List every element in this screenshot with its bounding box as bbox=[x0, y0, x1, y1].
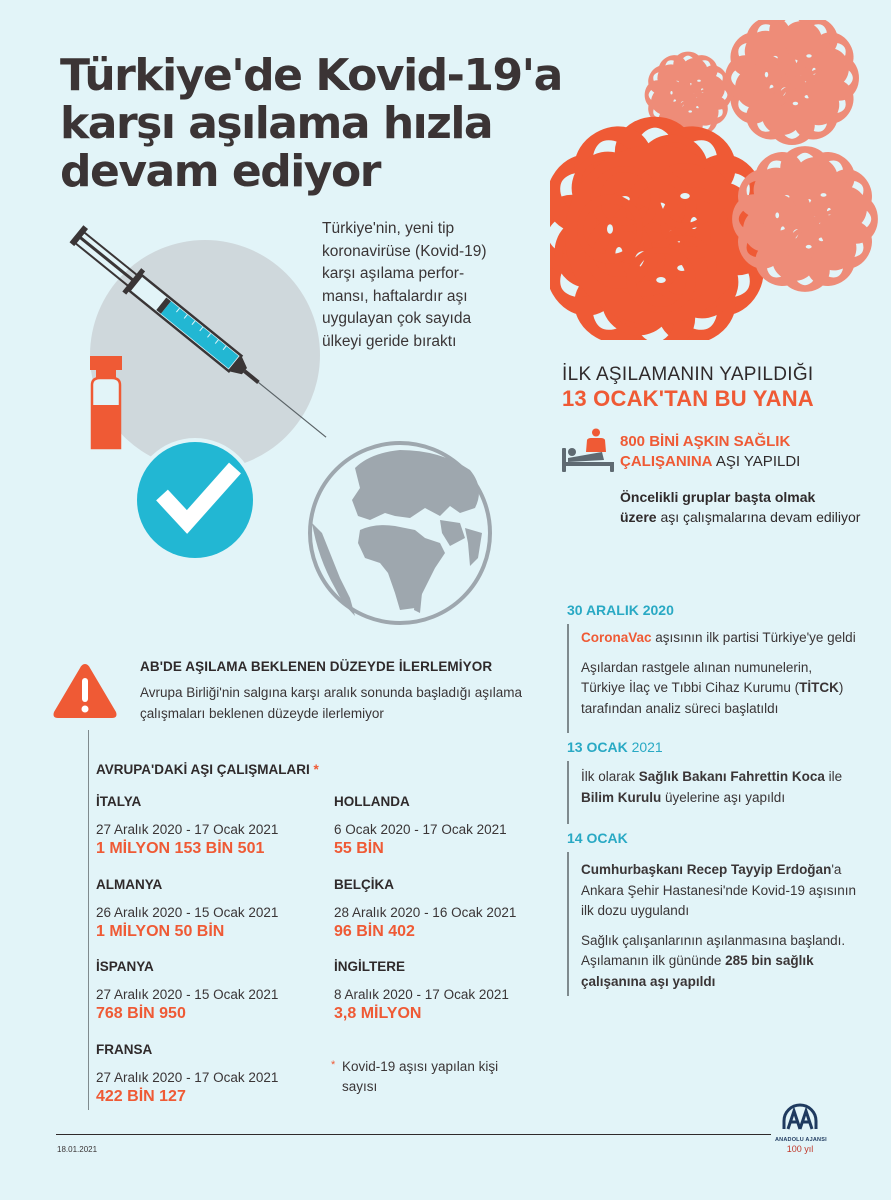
footnote-text: Kovid-19 aşısı yapılan kişi sayısı bbox=[342, 1059, 499, 1094]
timeline-text: Sağlık çalışanlarının aşılanmasına başlandı. Aşılamanın ilk gününde bbox=[581, 932, 846, 968]
checkmark-icon bbox=[133, 438, 257, 562]
globe-icon bbox=[300, 438, 500, 628]
country-value: 768 BİN 950 bbox=[96, 1005, 186, 1022]
timeline-date bbox=[567, 602, 857, 618]
priority-bold-1: Öncelikli gruplar başta olmak bbox=[620, 489, 816, 505]
country-italy bbox=[96, 794, 336, 859]
page-title bbox=[60, 52, 620, 196]
timeline-bold: 285 bin sağlık çalışanına aşı yapıldı bbox=[581, 953, 814, 989]
eu-heading: AB'DE AŞILAMA BEKLENEN DÜZEYDE İLERLEMİYOR bbox=[140, 659, 493, 674]
first-vaccination-date: 13 OCAK'TAN BU YANA bbox=[562, 386, 814, 411]
country-dates: 27 Aralık 2020 - 17 Ocak 2021 bbox=[96, 1070, 279, 1085]
intro-line: ülkeyi geride bıraktı bbox=[322, 332, 457, 350]
country-netherlands bbox=[334, 794, 574, 859]
timeline-text: aşısının ilk partisi Türkiye'ye geldi bbox=[651, 630, 856, 645]
country-name: İSPANYA bbox=[96, 959, 154, 974]
timeline-text: ) tarafından analiz süreci başlatıldı bbox=[581, 680, 844, 716]
virus-large-icon bbox=[567, 147, 743, 323]
country-value: 1 MİLYON 153 BİN 501 bbox=[96, 840, 265, 857]
timeline-body bbox=[567, 761, 857, 824]
country-uk bbox=[334, 959, 574, 1024]
country-value: 3,8 MİLYON bbox=[334, 1005, 422, 1022]
healthcare-workers-text bbox=[620, 432, 860, 472]
timeline-bold: Bilim Kurulu bbox=[581, 789, 662, 805]
country-dates: 28 Aralık 2020 - 16 Ocak 2021 bbox=[334, 905, 517, 920]
virus-medium-icon-2 bbox=[751, 165, 860, 274]
eu-description: Avrupa Birliği'nin salgına karşı aralık sonunda başladığı aşılama çalışmaları beklenen düzeyde ilerlemiyor bbox=[140, 685, 523, 721]
warning-icon bbox=[50, 660, 120, 722]
timeline-date-light: 2021 bbox=[627, 739, 663, 755]
title-line-3: devam ediyor bbox=[60, 146, 380, 197]
timeline-date-bold: 14 OCAK bbox=[567, 830, 628, 846]
country-name: FRANSA bbox=[96, 1042, 153, 1057]
timeline-entry-2 bbox=[567, 739, 857, 824]
brand-name: ANADOLU AJANSI bbox=[775, 1137, 827, 1143]
country-value: 96 BİN 402 bbox=[334, 923, 415, 940]
priority-bold-2: üzere bbox=[620, 509, 657, 525]
timeline bbox=[567, 602, 857, 996]
timeline-paragraph bbox=[581, 767, 857, 808]
timeline-date bbox=[567, 830, 857, 846]
priority-rest: aşı çalışmalarına devam ediliyor bbox=[656, 509, 861, 525]
country-name: İNGİLTERE bbox=[334, 959, 406, 974]
country-dates: 27 Aralık 2020 - 17 Ocak 2021 bbox=[96, 822, 279, 837]
timeline-date-bold: 13 OCAK bbox=[567, 739, 628, 755]
timeline-date bbox=[567, 739, 857, 755]
coronavac-highlight: CoronaVac bbox=[581, 630, 652, 645]
country-belgium bbox=[334, 877, 574, 942]
country-france bbox=[96, 1042, 336, 1107]
intro-line: karşı aşılama perfor- bbox=[322, 265, 465, 282]
timeline-body bbox=[567, 624, 857, 733]
timeline-date-bold: 30 ARALIK 2020 bbox=[567, 602, 674, 618]
syringe-illustration bbox=[60, 210, 330, 580]
section-title-text: AVRUPA'DAKİ AŞI ÇALIŞMALARI bbox=[96, 762, 310, 777]
timeline-text: üyelerine aşı yapıldı bbox=[661, 789, 786, 805]
country-name: İTALYA bbox=[96, 794, 142, 809]
country-name: ALMANYA bbox=[96, 877, 163, 892]
country-dates: 8 Aralık 2020 - 17 Ocak 2021 bbox=[334, 987, 509, 1002]
publish-date: 18.01.2021 bbox=[57, 1145, 98, 1154]
asterisk: * bbox=[313, 762, 319, 777]
country-value: 1 MİLYON 50 BİN bbox=[96, 923, 225, 940]
title-line-1: Türkiye'de Kovid-19'a bbox=[60, 50, 562, 101]
country-dates: 27 Aralık 2020 - 15 Ocak 2021 bbox=[96, 987, 279, 1002]
timeline-text: Aşılardan rastgele alınan numunelerin, Türkiye İlaç ve Tıbbi Cihaz Kurumu ( bbox=[581, 659, 813, 695]
timeline-paragraph bbox=[581, 860, 857, 922]
eu-divider-line bbox=[88, 730, 89, 1110]
timeline-bold: Sağlık Bakanı Fahrettin Koca bbox=[638, 769, 825, 784]
timeline-text: ile bbox=[824, 769, 843, 784]
timeline-entry-3 bbox=[567, 830, 857, 996]
priority-groups-text bbox=[620, 487, 880, 527]
eu-section-title bbox=[96, 762, 319, 777]
aa-logo-icon bbox=[775, 1103, 825, 1137]
timeline-text: İlk olarak bbox=[581, 769, 639, 784]
footnote-asterisk: * bbox=[331, 1059, 336, 1071]
anadolu-agency-logo bbox=[775, 1103, 825, 1163]
timeline-paragraph bbox=[581, 658, 857, 720]
timeline-entry-1 bbox=[567, 602, 857, 733]
intro-line: mansı, haftalardır aşı bbox=[322, 287, 468, 305]
country-name: BELÇİKA bbox=[334, 877, 394, 892]
intro-line: Türkiye'nin, yeni tip bbox=[322, 220, 455, 237]
footnote bbox=[331, 1057, 514, 1097]
anniversary-mark: 100 yıl bbox=[786, 1144, 814, 1154]
country-dates: 6 Ocak 2020 - 17 Ocak 2021 bbox=[334, 822, 507, 837]
healthcare-line-1: 800 BİNİ AŞKIN SAĞLIK bbox=[620, 433, 791, 450]
timeline-paragraph bbox=[581, 931, 857, 993]
healthcare-line-2-highlight: ÇALIŞANINA bbox=[620, 453, 713, 470]
intro-text bbox=[322, 218, 542, 353]
timeline-bold: Cumhurbaşkanı Recep Tayyip Erdoğan bbox=[581, 862, 832, 877]
timeline-bold: TİTCK bbox=[799, 680, 839, 695]
virus-small-icon bbox=[656, 63, 721, 128]
country-value: 422 BİN 127 bbox=[96, 1088, 186, 1105]
country-spain bbox=[96, 959, 336, 1024]
virus-illustration bbox=[550, 20, 891, 340]
country-name: HOLLANDA bbox=[334, 794, 410, 809]
country-germany bbox=[96, 877, 336, 942]
virus-medium-icon bbox=[742, 28, 842, 128]
country-dates: 26 Aralık 2020 - 15 Ocak 2021 bbox=[96, 905, 279, 920]
healthcare-line-2-rest: AŞI YAPILDI bbox=[712, 453, 801, 470]
intro-line: koronavirüse (Kovid-19) bbox=[322, 242, 487, 260]
intro-line: uygulayan çok sayıda bbox=[322, 310, 472, 327]
title-line-2: karşı aşılama hızla bbox=[60, 98, 493, 149]
patient-bed-icon bbox=[560, 428, 618, 476]
vial-icon bbox=[90, 356, 122, 448]
timeline-body bbox=[567, 852, 857, 996]
country-value: 55 BİN bbox=[334, 840, 384, 857]
first-vaccination-label: İLK AŞILAMANIN YAPILDIĞI bbox=[562, 364, 814, 385]
timeline-paragraph bbox=[581, 628, 857, 649]
timeline-text: 'a Ankara Şehir Hastanesi'nde Kovid-19 aşısının ilk dozu uygulandı bbox=[581, 862, 856, 918]
footer-divider bbox=[56, 1134, 771, 1135]
